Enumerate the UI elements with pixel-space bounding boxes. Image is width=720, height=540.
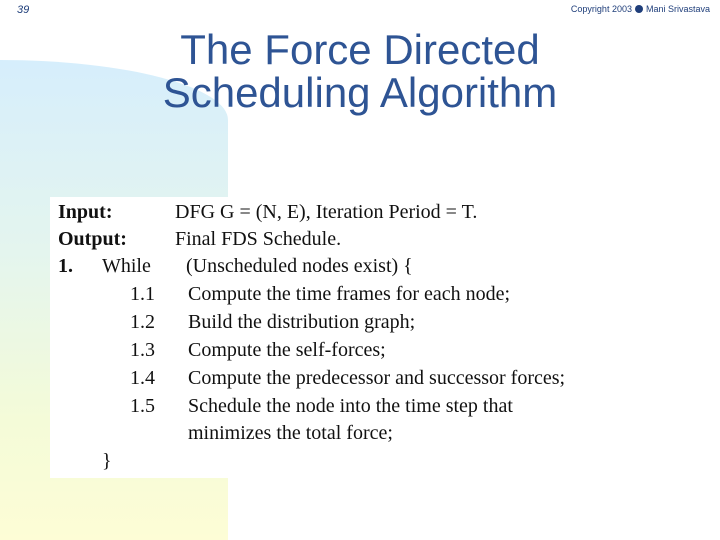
substep-continuation: minimizes the total force; <box>188 422 393 444</box>
input-value: DFG G = (N, E), Iteration Period = T. <box>175 201 478 223</box>
title-line-1: The Force Directed <box>180 26 540 73</box>
substep-number: 1.5 <box>130 395 155 417</box>
step-1-condition: (Unscheduled nodes exist) { <box>186 255 413 277</box>
slide-title <box>0 28 720 114</box>
input-label: Input: <box>58 201 113 223</box>
slide-number: 39 <box>17 4 30 16</box>
substep-number: 1.3 <box>130 339 155 361</box>
copyright-text: Copyright 2003 <box>570 4 632 14</box>
author-name: Mani Srivastava <box>645 4 710 14</box>
substep-number: 1.1 <box>130 283 155 305</box>
substep-text: Compute the self-forces; <box>188 339 386 361</box>
output-value: Final FDS Schedule. <box>175 228 342 250</box>
output-label: Output: <box>58 228 127 250</box>
copyright-notice <box>571 4 710 14</box>
closing-brace: } <box>102 450 112 472</box>
substep-number: 1.4 <box>130 367 155 389</box>
title-line-2: Scheduling Algorithm <box>162 69 558 116</box>
bullet-dot-icon <box>635 5 643 13</box>
step-1-number: 1. <box>58 255 73 277</box>
substep-text: Schedule the node into the time step that <box>188 395 513 417</box>
substep-text: Build the distribution graph; <box>188 311 416 333</box>
substep-text: Compute the predecessor and successor forces; <box>188 367 566 389</box>
substep-number: 1.2 <box>130 311 155 333</box>
step-1-keyword: While <box>102 255 151 277</box>
substep-text: Compute the time frames for each node; <box>188 283 511 305</box>
